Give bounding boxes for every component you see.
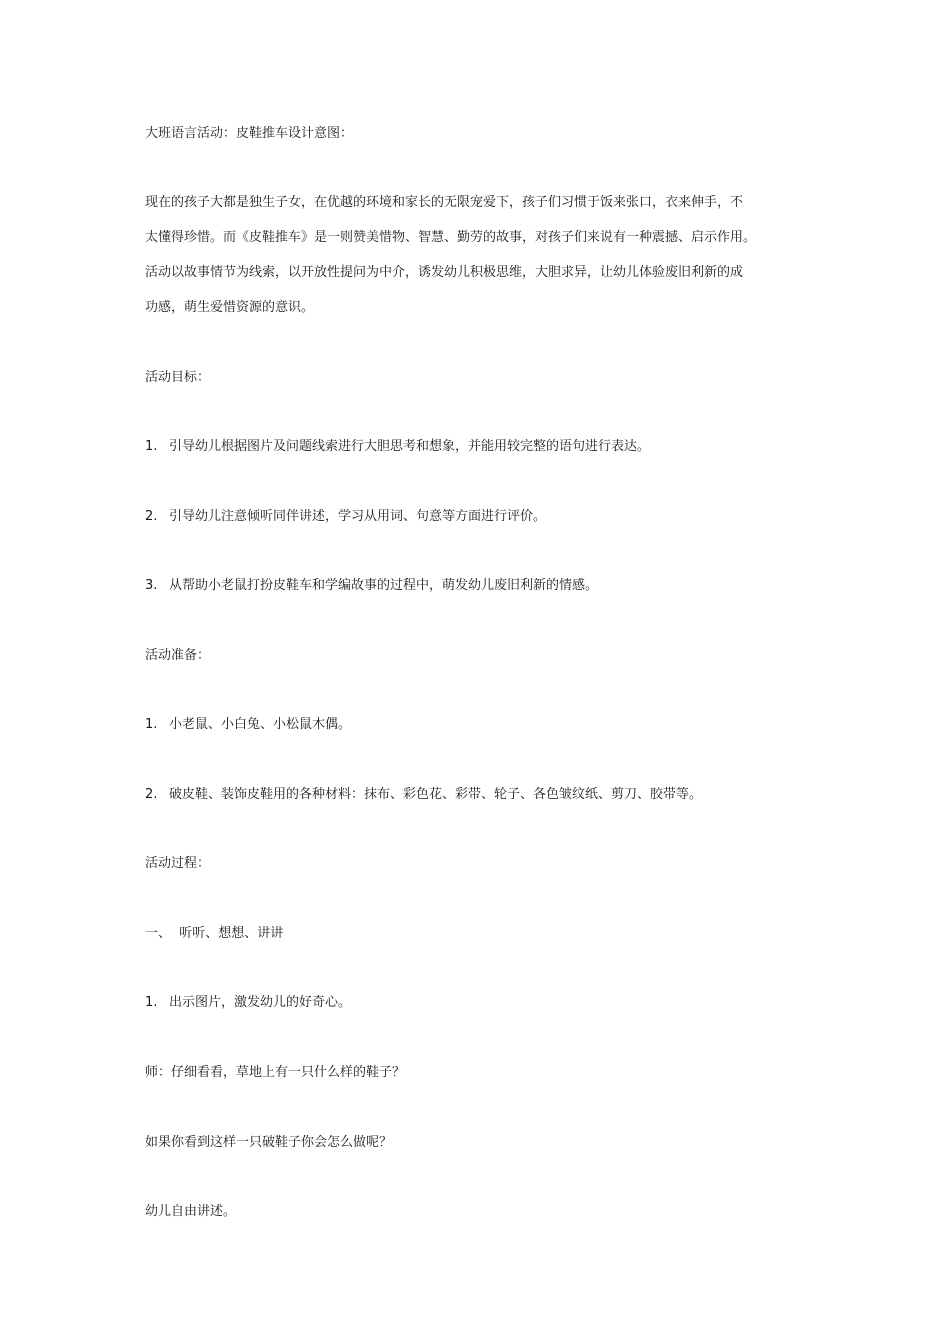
preparation-text: 小老鼠、小白兔、小松鼠木偶。 [169,717,352,732]
intro-line: 功感，萌生爱惜资源的意识。 [145,300,315,315]
document-title: 大班语言活动：皮鞋推车设计意图： [145,126,354,141]
goal-item [145,438,810,456]
intro-paragraph [145,185,813,325]
goal-number: 2. [145,509,158,524]
process-step [145,994,810,1012]
preparation-number: 2. [145,787,158,802]
intro-line: 太懂得珍惜。而《皮鞋推车》是一则赞美惜物、智慧、勤劳的故事，对孩子们来说有一种震撼、启示作用。 [145,230,757,245]
teacher-line: 师：仔细看看，草地上有一只什么样的鞋子？ [145,1065,406,1080]
question-line: 如果你看到这样一只破鞋子你会怎么做呢？ [145,1135,393,1150]
preparation-text: 破皮鞋、装饰皮鞋用的各种材料：抹布、彩色花、彩带、轮子、各色皱纹纸、剪刀、胶带等。 [169,787,703,802]
goal-item [145,577,810,595]
step-text: 出示图片，激发幼儿的好奇心。 [169,995,352,1010]
intro-line: 现在的孩子大都是独生子女，在优越的环境和家长的无限宠爱下，孩子们习惯于饭来张口，衣来伸手，不 [145,195,744,210]
child-line: 幼儿自由讲述。 [145,1204,237,1219]
goal-text: 引导幼儿根据图片及问题线索进行大胆思考和想象，并能用较完整的语句进行表达。 [169,439,651,454]
preparation-number: 1. [145,717,158,732]
preparation-item [145,786,810,804]
goal-text: 从帮助小老鼠打扮皮鞋车和学编故事的过程中，萌发幼儿废旧利新的情感。 [169,578,599,593]
goal-number: 3. [145,578,158,593]
intro-line: 活动以故事情节为线索，以开放性提问为中介，诱发幼儿积极思维，大胆求异，让幼儿体验废旧利新的成 [145,265,744,280]
goals-heading: 活动目标： [145,370,211,385]
goal-item [145,508,810,526]
goal-text: 引导幼儿注意倾听同伴讲述，学习从用词、句意等方面进行评价。 [169,509,547,524]
step-number: 1. [145,995,158,1010]
section-one-heading: 一、 听听、想想、讲讲 [145,926,284,941]
goal-number: 1. [145,439,158,454]
preparation-item [145,716,810,734]
preparation-heading: 活动准备： [145,648,211,663]
process-heading: 活动过程： [145,856,211,871]
